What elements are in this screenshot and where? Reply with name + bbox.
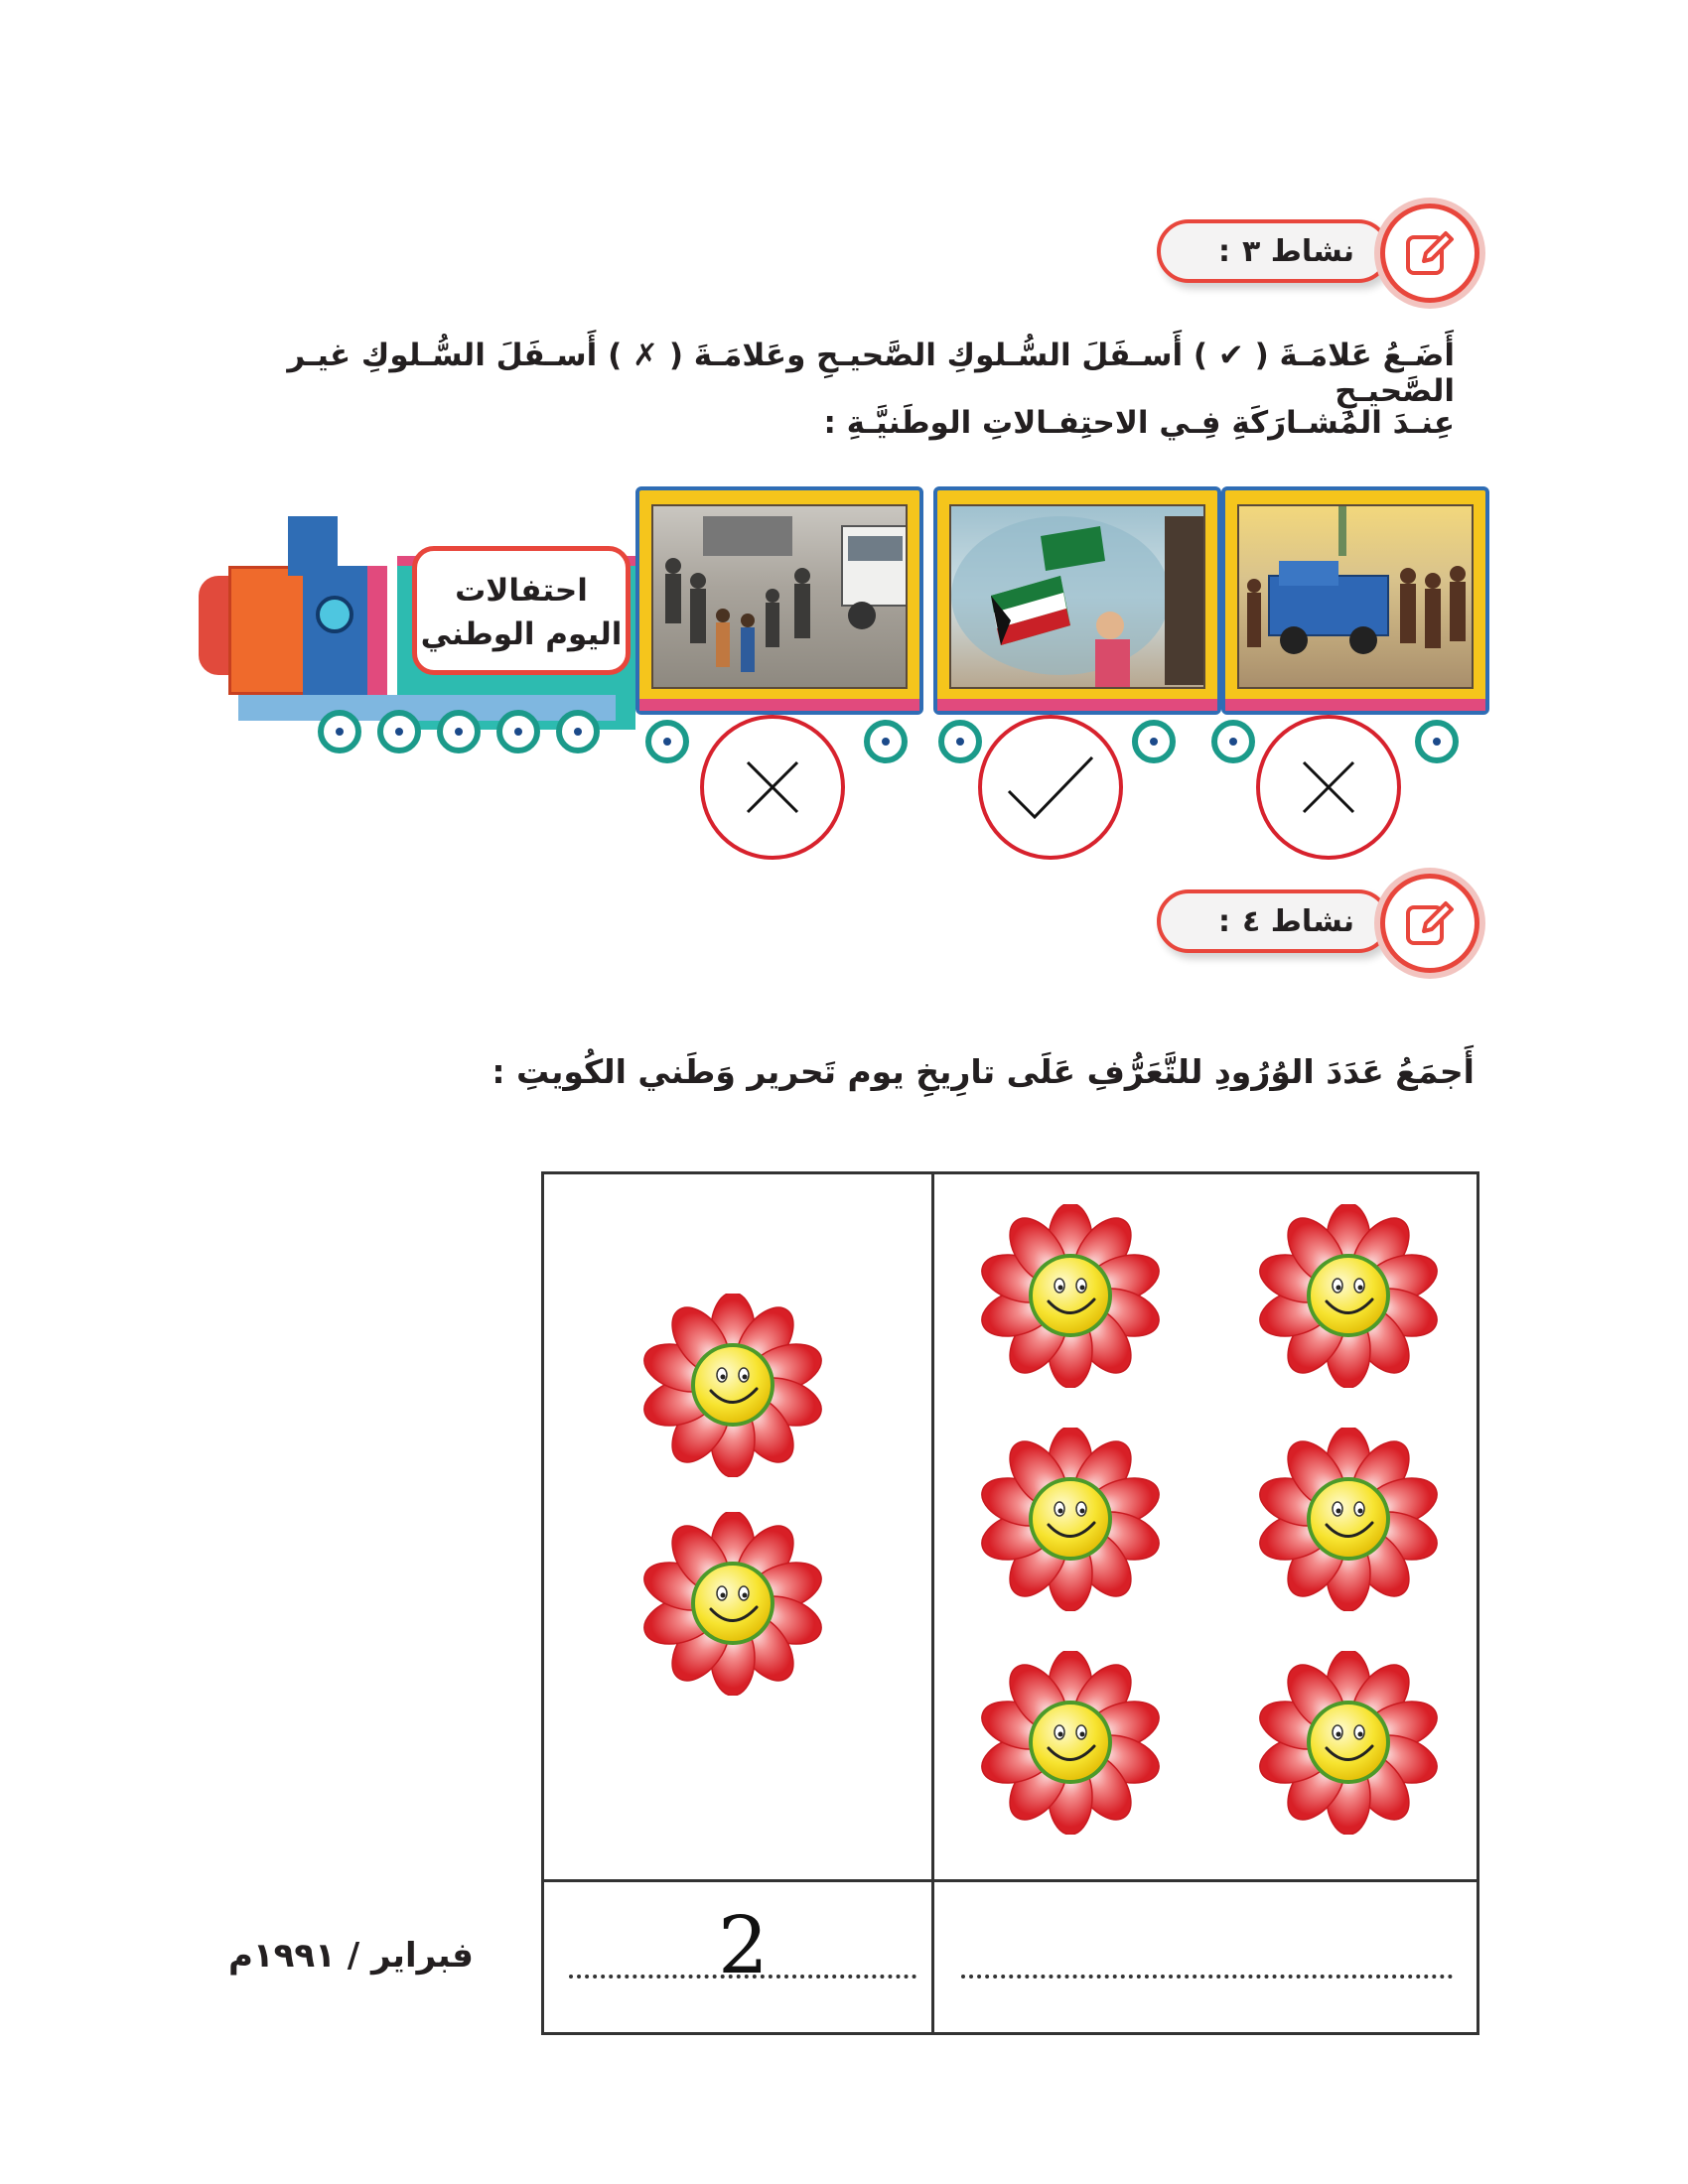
flower-icon bbox=[633, 1512, 832, 1696]
flower-icon bbox=[971, 1651, 1170, 1835]
train-wheel bbox=[1211, 720, 1255, 763]
pencil-icon bbox=[1380, 204, 1479, 303]
x-mark-icon bbox=[738, 752, 807, 822]
table-divider-horizontal bbox=[544, 1879, 1477, 1882]
flower-icon bbox=[633, 1294, 832, 1477]
train-wheel bbox=[1132, 720, 1176, 763]
activity4-header bbox=[1142, 874, 1479, 973]
activity3-title: نشاط ٣ bbox=[1242, 233, 1354, 269]
flower-count-table bbox=[541, 1171, 1479, 2035]
train-car-2 bbox=[933, 486, 1221, 715]
check-mark-icon bbox=[1001, 748, 1100, 827]
train-wheel bbox=[318, 710, 361, 753]
train-wheel bbox=[1415, 720, 1459, 763]
train-illustration bbox=[199, 477, 1470, 824]
table-divider-vertical bbox=[931, 1174, 934, 2032]
x-mark-icon bbox=[1294, 752, 1363, 822]
street-crowd-image bbox=[651, 504, 908, 689]
flower-icon bbox=[971, 1428, 1170, 1611]
activity3-header bbox=[1142, 204, 1479, 303]
train-car-3 bbox=[1221, 486, 1489, 715]
train-sign bbox=[412, 546, 631, 675]
activity4-title-pill bbox=[1157, 889, 1390, 953]
train-wheel bbox=[938, 720, 982, 763]
flower-icon bbox=[1249, 1204, 1448, 1388]
train-car-1 bbox=[635, 486, 923, 715]
activity3-instruction-line2: عِنـدَ المُشـارَكَةِ فِـي الاحتِفـالاتِ الوطَنيَّـةِ : bbox=[823, 405, 1455, 441]
activity3-instruction-line1: أَضَـعُ عَلامَـةَ ( ✔ ) أَسـفَلَ السُّـلوكِ الصَّحيـحِ وعَلامَـةَ ( ✗ ) أَسـفَلَ السُّـلوكِ غيـر الصَّحيـحِ bbox=[287, 338, 1455, 409]
written-answer: 2 bbox=[718, 1899, 769, 1991]
car-stripe bbox=[937, 699, 1217, 711]
flower-icon bbox=[1249, 1428, 1448, 1611]
car-stripe bbox=[1225, 699, 1485, 711]
car-stripe bbox=[639, 699, 919, 711]
activity4-title: نشاط ٤ bbox=[1242, 903, 1354, 939]
activity3-colon: : bbox=[1218, 233, 1231, 269]
truck-crowd-image bbox=[1237, 504, 1474, 689]
answer-line-right[interactable] bbox=[961, 1959, 1453, 1979]
activity4-colon: : bbox=[1218, 903, 1231, 939]
activity3-title-pill bbox=[1157, 219, 1390, 283]
train-sign-text: احتفالات اليوم الوطني bbox=[420, 573, 623, 652]
train-wheel bbox=[377, 710, 421, 753]
pencil-icon bbox=[1380, 874, 1479, 973]
mark-circle-car-1[interactable] bbox=[700, 715, 845, 860]
mark-circle-car-3[interactable] bbox=[1256, 715, 1401, 860]
train-wheel bbox=[556, 710, 600, 753]
mark-circle-car-2[interactable] bbox=[978, 715, 1123, 860]
flag-waving-image bbox=[949, 504, 1205, 689]
activity4-instruction: أَجمَعُ عَدَدَ الوُرُودِ للتَّعَرُّفِ عَلَى تارِيخِ يوم تَحرير وَطَني الكُويتِ : bbox=[492, 1052, 1475, 1091]
flower-icon bbox=[1249, 1651, 1448, 1835]
train-wheel bbox=[645, 720, 689, 763]
date-label: فبراير / ١٩٩١م bbox=[228, 1936, 474, 1976]
train-wheel bbox=[437, 710, 481, 753]
train-wheel bbox=[864, 720, 908, 763]
flower-icon bbox=[971, 1204, 1170, 1388]
train-wheel bbox=[496, 710, 540, 753]
